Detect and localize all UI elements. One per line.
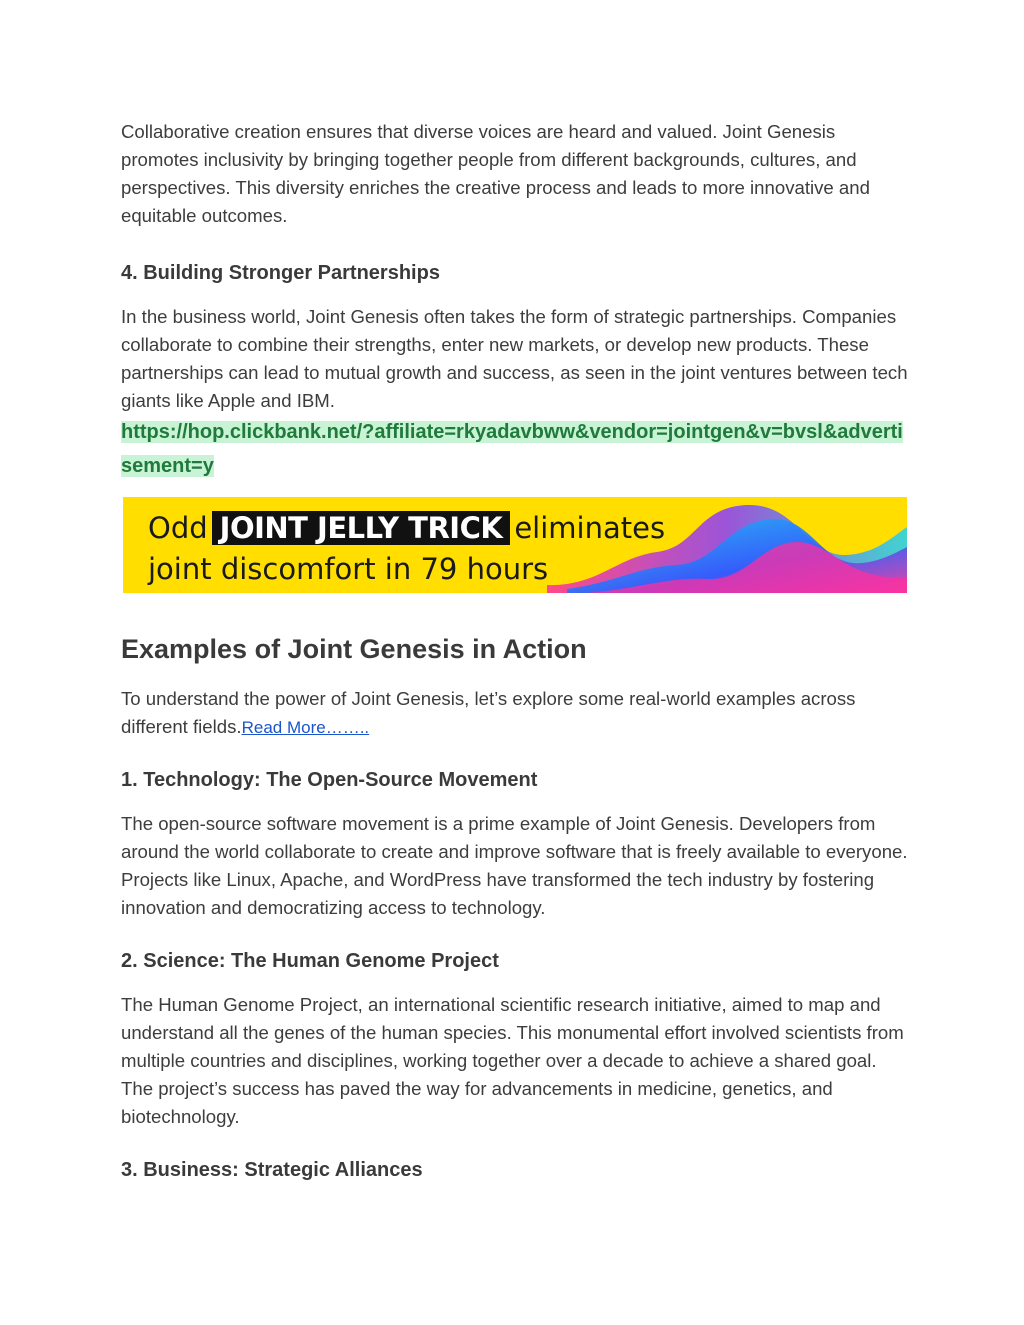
document-page: [121, 118, 911, 1184]
example-3-heading: 3. Business: Strategic Alliances: [121, 1159, 423, 1181]
banner-line-2: joint discomfort in 79 hours: [148, 552, 549, 586]
partnerships-heading: 4. Building Stronger Partnerships: [121, 262, 440, 284]
banner-highlight: JOINT JELLY TRICK: [212, 511, 511, 545]
examples-intro-text: To understand the power of Joint Genesis, let’s explore some real-world examples across different fields.: [121, 688, 856, 737]
partnerships-paragraph: In the business world, Joint Genesis often takes the form of strategic partnerships. Companies collaborate to combine their strengths, enter new markets, or develop new products. These partnerships can lead to mutual growth and success, as seen in the joint ventures between tech giants like Apple and IBM.: [121, 306, 908, 411]
intro-paragraph: Collaborative creation ensures that diverse voices are heard and valued. Joint Genesis promotes inclusivity by bringing together people from different backgrounds, cultures, and perspectives. This diversity enriches the creative process and leads to more innovative and equitable outcomes.: [121, 121, 870, 226]
banner-word-odd: Odd: [148, 511, 208, 545]
read-more-link[interactable]: Read More……..: [241, 718, 370, 737]
affiliate-link[interactable]: https://hop.clickbank.net/?affiliate=rkyadavbww&vendor=jointgen&v=bvsl&advertisement=y: [121, 421, 903, 477]
example-2-paragraph: The Human Genome Project, an international scientific research initiative, aimed to map and understand all the genes of the human species. This monumental effort involved scientists from multiple countries and disciplines, working together over a decade to achieve a shared goal. The project’s success has paved the way for advancements in medicine, genetics, and biotechnology.: [121, 994, 904, 1127]
examples-heading: Examples of Joint Genesis in Action: [121, 634, 587, 664]
banner-line-1: [148, 511, 665, 545]
affiliate-link-container: [121, 416, 911, 484]
example-1-heading: 1. Technology: The Open-Source Movement: [121, 769, 538, 791]
example-1-paragraph: The open-source software movement is a prime example of Joint Genesis. Developers from around the world collaborate to create and improve software that is freely available to everyone. Projects like Linux, Apache, and WordPress have transformed the tech industry by fostering innovation and democratizing access to technology.: [121, 813, 908, 918]
example-2-heading: 2. Science: The Human Genome Project: [121, 950, 499, 972]
banner-word-eliminates: eliminates: [514, 511, 666, 545]
examples-intro: [121, 685, 911, 742]
ad-banner[interactable]: [123, 497, 907, 593]
